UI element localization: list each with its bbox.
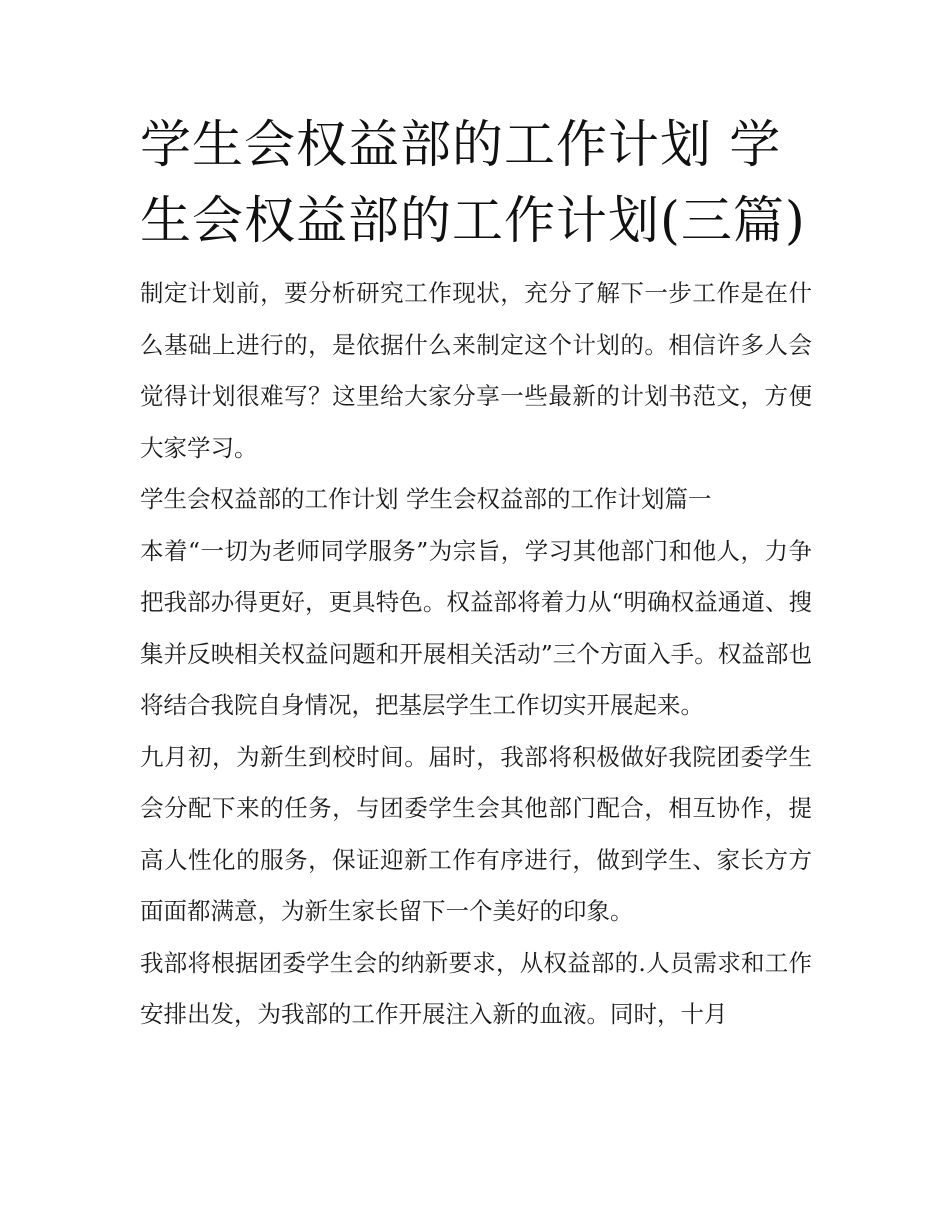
- body-paragraph: 本着“一切为老师同学服务”为宗旨，学习其他部门和他人，力争把我部办得更好，更具特色。权益部将着力从“明确权益通道、搜集并反映相关权益问题和开展相关活动”三个方面入手。权益部也将结合我院自身情况，把基层学生工作切实开展起来。: [140, 536, 812, 719]
- section-heading: 学生会权益部的工作计划 学生会权益部的工作计划篇一: [140, 485, 712, 513]
- document-title: 学生会权益部的工作计划 学生会权益部的工作计划(三篇): [140, 116, 806, 251]
- intro-paragraph: 制定计划前，要分析研究工作现状，充分了解下一步工作是在什么基础上进行的，是依据什么来制定这个计划的。相信许多人会觉得计划很难写？这里给大家分享一些最新的计划书范文，方便大家学习。: [140, 279, 812, 462]
- body-paragraph: 我部将根据团委学生会的纳新要求，从权益部的.人员需求和工作安排出发，为我部的工作开展注入新的血液。同时，十月: [140, 948, 812, 1028]
- body-paragraph: 九月初，为新生到校时间。届时，我部将积极做好我院团委学生会分配下来的任务，与团委学生会其他部门配合，相互协作，提高人性化的服务，保证迎新工作有序进行，做到学生、家长方方面面都满意，为新生家长留下一个美好的印象。: [140, 742, 812, 925]
- document-body: [140, 108, 812, 1041]
